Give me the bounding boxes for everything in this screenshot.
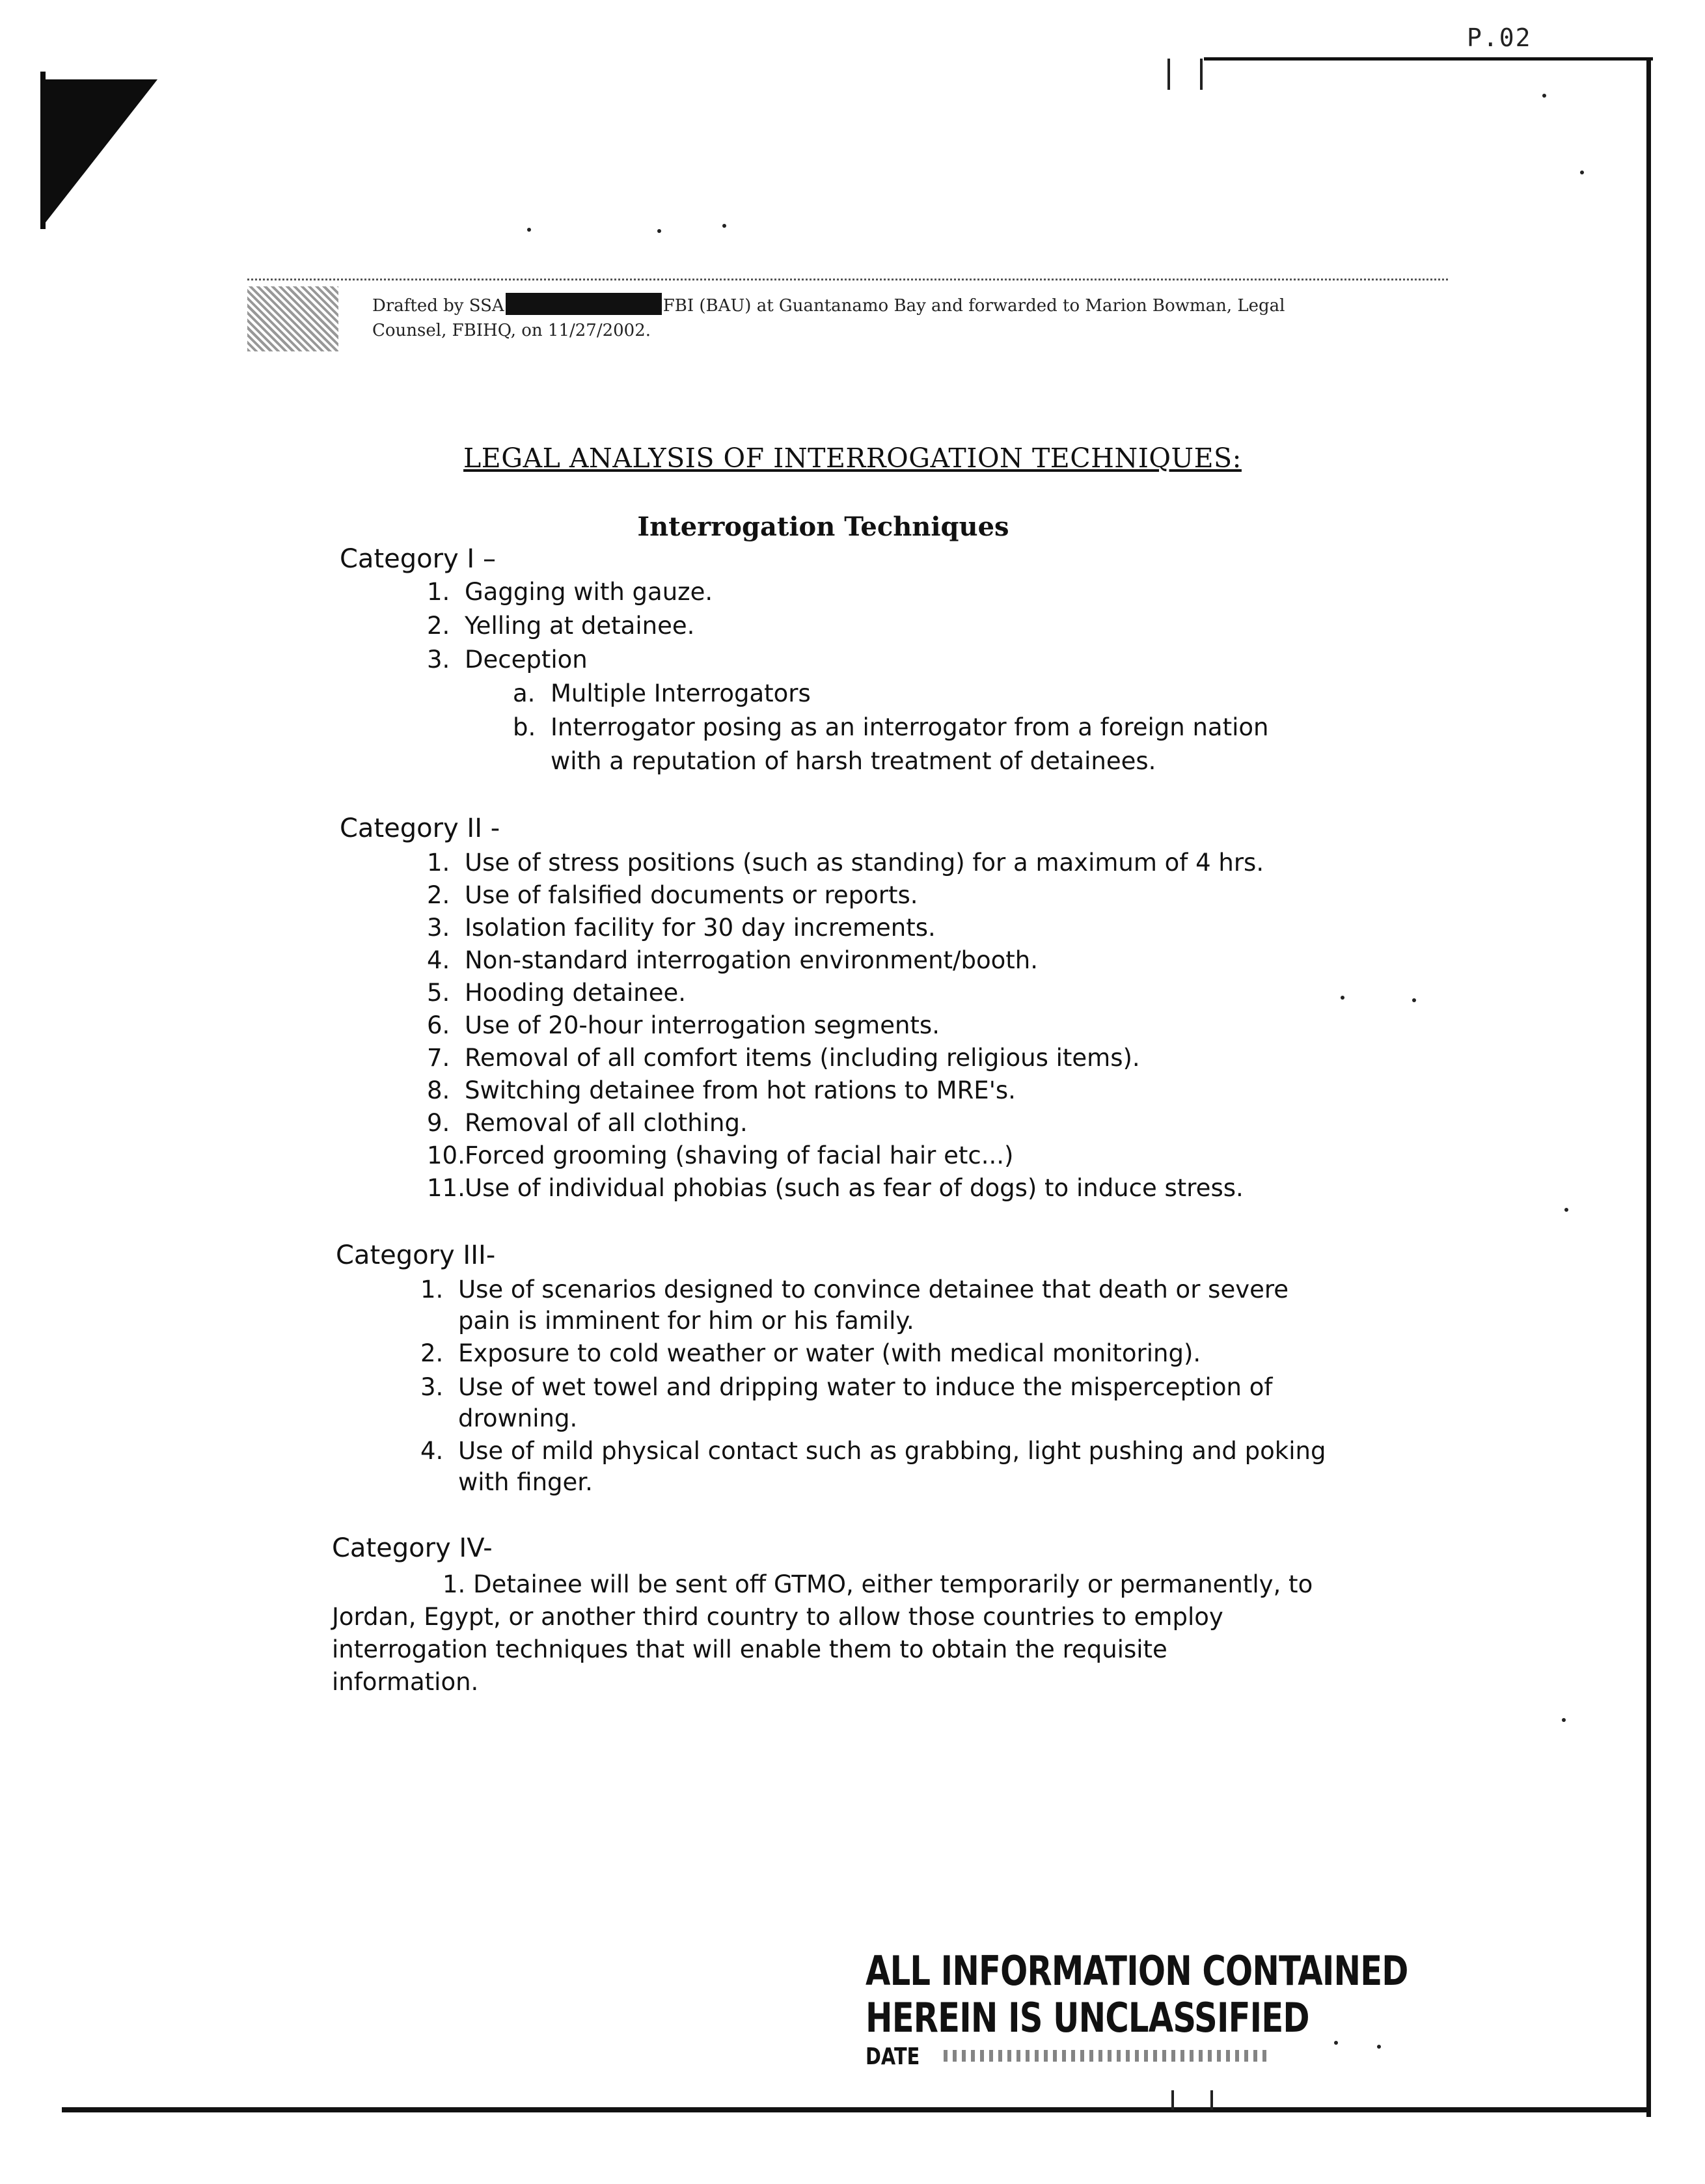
page-number: P.02 (1467, 23, 1532, 52)
scan-speck (1412, 998, 1416, 1002)
paragraph-line: information. (332, 1668, 479, 1696)
paragraph-line: Jordan, Egypt, or another third country to allow those countries to employ (332, 1603, 1223, 1631)
document-subtitle: Interrogation Techniques (637, 512, 1009, 542)
category-3-heading: Category III- (336, 1240, 496, 1270)
list-item-continuation: with finger. (458, 1468, 593, 1496)
list-item: 3. Isolation facility for 30 day increments. (427, 914, 936, 942)
list-item: 10.Forced grooming (shaving of facial hair etc...) (427, 1141, 1014, 1169)
scan-speck (1377, 2045, 1381, 2049)
drafted-by-label: Drafted by SSA (372, 296, 504, 316)
scan-frame-right (1646, 57, 1651, 2117)
list-item: 9. Removal of all clothing. (427, 1109, 748, 1137)
scan-speck (1580, 171, 1584, 174)
drafted-line-1 (372, 293, 1479, 318)
category-2-heading: Category II - (340, 813, 500, 843)
scan-frame-top (1204, 57, 1653, 61)
category-4-heading: Category IV- (332, 1533, 493, 1563)
sub-item: a. Multiple Interrogators (513, 679, 811, 707)
scan-frame-bottom (62, 2107, 1651, 2112)
stamp-line-2: HEREIN IS UNCLASSIFIED (866, 1994, 1309, 2041)
list-item: 11.Use of individual phobias (such as fear of dogs) to induce stress. (427, 1174, 1244, 1202)
sub-item: b. Interrogator posing as an interrogator from a foreign nation (513, 713, 1269, 741)
list-item: 1. Use of stress positions (such as standing) for a maximum of 4 hrs. (427, 849, 1264, 877)
list-item: 8. Switching detainee from hot rations to MRE's. (427, 1076, 1016, 1104)
list-item: 3. Use of wet towel and dripping water to induce the misperception of (420, 1373, 1273, 1401)
drafted-note (372, 293, 1479, 343)
scan-tick (1200, 59, 1203, 90)
scan-speck (1334, 2041, 1338, 2045)
scan-speck (527, 228, 531, 232)
drafted-by-rest: FBI (BAU) at Guantanamo Bay and forwarded to Marion Bowman, Legal (662, 296, 1285, 316)
scan-tick (1171, 2090, 1174, 2110)
stamp-smudge (944, 2050, 1269, 2062)
list-item: 7. Removal of all comfort items (including religious items). (427, 1044, 1140, 1072)
paragraph-line: interrogation techniques that will enable them to obtain the requisite (332, 1635, 1167, 1663)
scan-speck (1341, 996, 1344, 1000)
category-1-heading: Category I – (340, 544, 496, 574)
list-item: 5. Hooding detainee. (427, 979, 687, 1007)
list-item: 1. Use of scenarios designed to convince detainee that death or severe (420, 1276, 1289, 1304)
stamp-date-label: DATE (866, 2043, 920, 2070)
list-item: 3. Deception (427, 646, 588, 674)
scan-corner-triangle (40, 79, 157, 229)
list-item: 4. Non-standard interrogation environment/booth. (427, 946, 1038, 974)
document-title: LEGAL ANALYSIS OF INTERROGATION TECHNIQUES: (463, 443, 1242, 474)
stamp-line-1: ALL INFORMATION CONTAINED (866, 1947, 1408, 1995)
sub-item-continuation: with a reputation of harsh treatment of detainees. (551, 747, 1156, 775)
list-item: 6. Use of 20-hour interrogation segments. (427, 1011, 940, 1039)
scan-speck (657, 229, 661, 233)
list-item: 2. Yelling at detainee. (427, 612, 695, 640)
list-item: 1. Gagging with gauze. (427, 578, 713, 606)
paragraph-line: 1. Detainee will be sent off GTMO, either temporarily or permanently, to (443, 1570, 1313, 1598)
header-rule (247, 279, 1448, 280)
list-item: 4. Use of mild physical contact such as grabbing, light pushing and poking (420, 1437, 1326, 1465)
scan-speck (722, 224, 726, 228)
category-4-paragraph (332, 1568, 1313, 1699)
scan-speck (1564, 1208, 1568, 1212)
document-title-wrap (0, 443, 1705, 474)
scan-speck (1562, 1718, 1566, 1722)
list-item-continuation: drowning. (458, 1404, 578, 1432)
list-item: 2. Exposure to cold weather or water (with medical monitoring). (420, 1339, 1201, 1367)
list-item-continuation: pain is imminent for him or his family. (458, 1307, 914, 1335)
list-item: 2. Use of falsified documents or reports. (427, 881, 918, 909)
drafted-line-2: Counsel, FBIHQ, on 11/27/2002. (372, 321, 651, 340)
scan-tick (1210, 2090, 1213, 2110)
scan-tick (1167, 59, 1170, 90)
redaction-block (506, 293, 662, 315)
scan-speck (1542, 94, 1546, 98)
scan-smudge (247, 286, 338, 351)
